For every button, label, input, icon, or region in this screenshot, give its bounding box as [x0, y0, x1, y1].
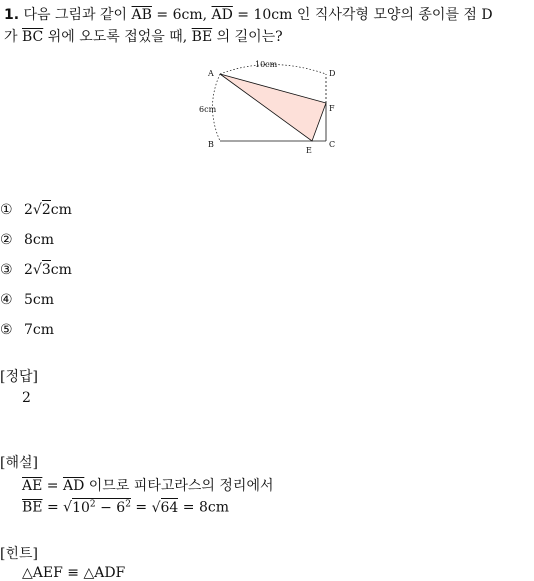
sqrt-64: √64	[151, 499, 179, 516]
answer-header: [정답]	[0, 369, 38, 385]
choice-1-unit: cm	[50, 202, 72, 218]
explanation-header: [해설]	[0, 455, 38, 471]
choice-3[interactable]	[0, 262, 72, 278]
choice-2-text: 8cm	[24, 232, 55, 248]
label-c: C	[329, 140, 336, 149]
question-text-line2-mid: 위에 오도록 접었을 때,	[43, 29, 192, 45]
label-f: F	[329, 104, 335, 113]
choice-3-pre: 2	[24, 262, 33, 278]
label-left-length: 6cm	[199, 105, 217, 114]
segment-ad: $\overline{AD}$	[211, 7, 233, 23]
choice-4-text: 5cm	[24, 292, 55, 308]
segment-bc: $\overline{BC}$	[21, 29, 44, 45]
question-text-line2-pre: 가	[4, 29, 22, 45]
segment-ab: $\overline{AB}$	[131, 7, 152, 23]
segment-be-2: $\overline{BE}$	[22, 499, 43, 516]
choice-1[interactable]	[0, 202, 72, 218]
segment-ad-2: $\overline{AD}$	[62, 478, 85, 494]
choice-3-mark: ③	[0, 262, 13, 278]
choice-3-unit: cm	[50, 262, 72, 278]
question-number: 1.	[4, 7, 20, 23]
hint-text: △AEF ≡ △ADF	[22, 565, 126, 581]
choice-5[interactable]	[0, 322, 54, 338]
choice-4[interactable]	[0, 292, 54, 308]
answer-value: 2	[22, 390, 31, 406]
choice-1-sqrt: √2	[32, 202, 51, 218]
question-text-line2-post: 의 길이는?	[212, 29, 283, 45]
choice-3-sqrt: √3	[32, 262, 51, 278]
label-e: E	[306, 146, 312, 155]
folded-rectangle-figure	[195, 55, 345, 160]
label-b: B	[208, 140, 214, 149]
segment-be: $\overline{BE}$	[191, 29, 213, 45]
explanation-text: 이므로 피타고라스의 정리에서	[84, 478, 274, 494]
result: = 8cm	[178, 499, 229, 516]
question-text-mid1: = 6cm,	[151, 7, 212, 23]
choice-2[interactable]	[0, 232, 54, 248]
choice-5-mark: ⑤	[0, 322, 13, 338]
equals-sign: =	[42, 478, 63, 494]
equals-sign-2: =	[42, 499, 64, 516]
choice-5-text: 7cm	[24, 322, 55, 338]
explanation-line-1	[22, 475, 274, 495]
label-top-length: 10cm	[255, 60, 278, 69]
hint-header: [힌트]	[0, 546, 38, 562]
triangle-aef	[220, 74, 326, 141]
choice-4-mark: ④	[0, 292, 13, 308]
question-text-mid2: = 10cm 인 직사각형 모양의 종이를 점 D	[232, 7, 493, 23]
choice-1-pre: 2	[24, 202, 33, 218]
question-line-1	[4, 4, 493, 26]
choice-1-mark: ①	[0, 202, 13, 218]
sqrt-expression: $√10^2 - 6^2$	[63, 499, 131, 516]
explanation-line-2	[22, 499, 229, 516]
segment-ae: $\overline{AE}$	[22, 478, 43, 494]
label-a: A	[208, 69, 214, 78]
choice-2-mark: ②	[0, 232, 13, 248]
equals-sign-3: =	[130, 499, 152, 516]
label-d: D	[329, 69, 336, 78]
question-line-2	[4, 26, 283, 48]
question-text-pre: 다음 그림과 같이	[23, 7, 132, 23]
